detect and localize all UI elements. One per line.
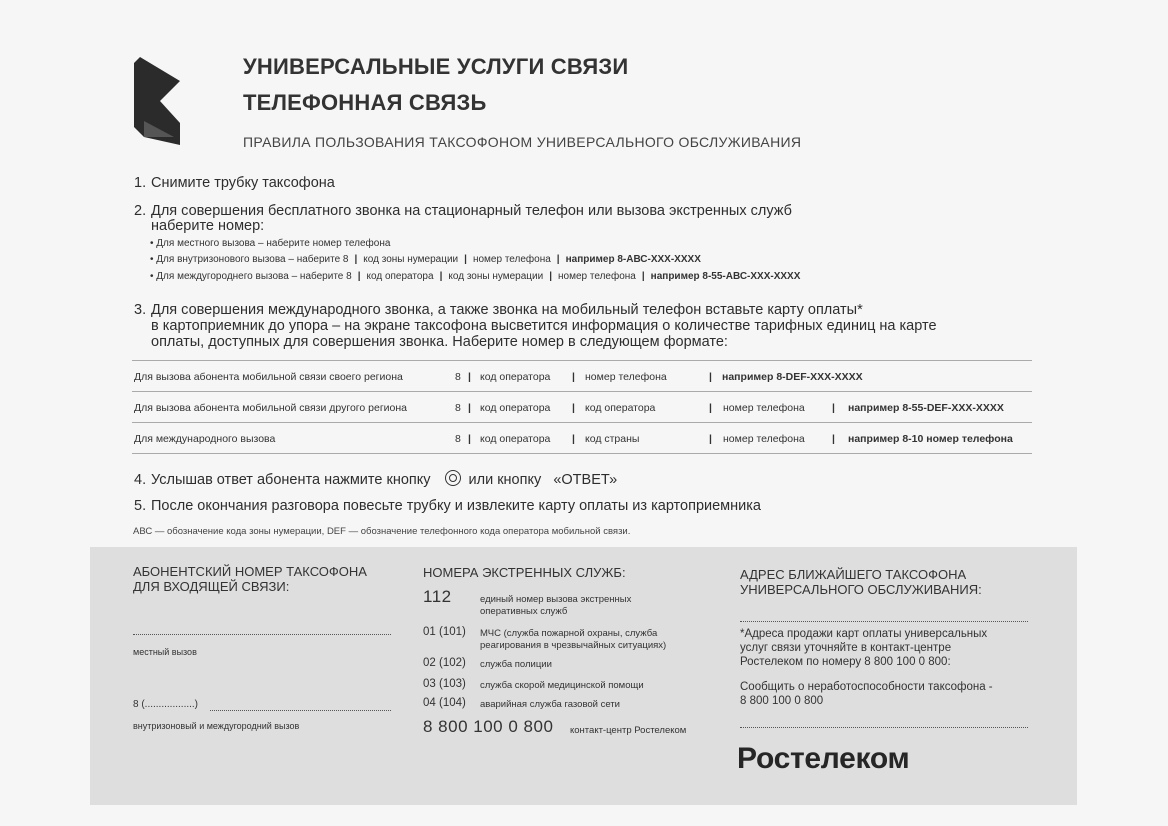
- local-number-field: [133, 634, 391, 635]
- title-telephone: ТЕЛЕФОННАЯ СВЯЗЬ: [243, 90, 487, 115]
- rostelecom-logo-icon: [134, 57, 180, 147]
- rule-2: 2. Для совершения бесплатного звонка на стационарный телефон или вызова экстренных служб: [134, 203, 792, 219]
- answer-key-icon: [445, 470, 461, 486]
- rule-3-line2: в картоприемник до упора – на экране таксофона высветится информация о количестве тарифных единиц на карте: [151, 318, 937, 334]
- emergency-112: 112: [423, 587, 452, 606]
- emergency-desc: МЧС (служба пожарной охраны, служба реагирования в чрезвычайных ситуациях): [480, 628, 667, 651]
- page-subtitle: ПРАВИЛА ПОЛЬЗОВАНИЯ ТАКСОФОНОМ УНИВЕРСАЛЬНОГО ОБСЛУЖИВАНИЯ: [243, 134, 802, 150]
- contact-center-number: 8 800 100 0 800: [423, 717, 554, 736]
- emergency-desc: служба полиции: [480, 659, 552, 670]
- rule-4: 4. Услышав ответ абонента нажмите кнопку или кнопку «ОТВЕТ»: [134, 472, 618, 488]
- card-sale-info: *Адреса продажи карт оплаты универсальных услуг связи уточняйте в контакт-центре Ростелеком по номеру 8 800 100 0 800:: [740, 628, 988, 668]
- rule-3: 3. Для совершения международного звонка, а также звонка на мобильный телефон вставьте карту оплаты*: [134, 302, 863, 318]
- emergency-code: 02 (102): [423, 657, 466, 669]
- address-field-2: [740, 727, 1028, 728]
- rule-5: 5. После окончания разговора повесьте трубку и извлеките карту оплаты из картоприемника: [134, 498, 761, 514]
- table-row: Для вызова абонента мобильной связи другого региона 8 | код оператора | код оператора | номер телефона | например 8-55-DEF-XXX-XXXX: [132, 392, 1032, 423]
- emergency-code: 04 (104): [423, 697, 466, 709]
- area-code-field: 8 (..................): [133, 699, 199, 710]
- fault-report-info: Сообщить о неработоспособности таксофона - 8 800 100 0 800: [740, 681, 993, 707]
- long-distance-number-field: [210, 710, 391, 711]
- local-call-label: местный вызов: [133, 647, 197, 657]
- rule-2-intrazone: • Для внутризонового вызова – наберите 8 | код зоны нумерации | номер телефона | например 8-АВС-ХХХ-ХХХХ: [150, 254, 701, 265]
- rule-1: 1. Снимите трубку таксофона: [134, 175, 335, 191]
- rule-2-local: • Для местного вызова – наберите номер телефона: [150, 238, 391, 249]
- rule-3-line3: оплаты, доступных для совершения звонка. Наберите номер в следующем формате:: [151, 334, 728, 350]
- title-universal-services: УНИВЕРСАЛЬНЫЕ УСЛУГИ СВЯЗИ: [243, 54, 629, 79]
- emergency-code: 01 (101): [423, 626, 466, 638]
- emergency-code: 03 (103): [423, 678, 466, 690]
- nearest-payphone-heading: АДРЕС БЛИЖАЙШЕГО ТАКСОФОНА УНИВЕРСАЛЬНОГО ОБСЛУЖИВАНИЯ:: [740, 567, 982, 597]
- contact-center-label: контакт-центр Ростелеком: [570, 725, 687, 736]
- emergency-112-desc: единый номер вызова экстренных оперативных служб: [480, 594, 632, 617]
- address-field: [740, 621, 1028, 622]
- emergency-desc: служба скорой медицинской помощи: [480, 680, 644, 691]
- footnote: АВС — обозначение кода зоны нумерации, DEF — обозначение телефонного кода оператора мобильной связи.: [133, 526, 631, 537]
- emergency-heading: НОМЕРА ЭКСТРЕННЫХ СЛУЖБ:: [423, 565, 626, 580]
- rostelecom-wordmark: Ростелеком: [737, 742, 910, 775]
- incoming-number-heading: АБОНЕНТСКИЙ НОМЕР ТАКСОФОНА ДЛЯ ВХОДЯЩЕЙ СВЯЗИ:: [133, 564, 367, 594]
- emergency-desc: аварийная служба газовой сети: [480, 699, 620, 710]
- table-row: Для международного вызова 8 | код оператора | код страны | номер телефона | например 8-10 номер телефона: [132, 423, 1032, 454]
- long-distance-label: внутризоновый и междугородний вызов: [133, 721, 300, 731]
- dial-format-table: [132, 360, 1032, 453]
- table-row: Для вызова абонента мобильной связи своего региона 8 | код оператора | номер телефона | например 8-DEF-XXX-XXXX: [132, 361, 1032, 392]
- rule-2-longdistance: • Для междугороднего вызова – наберите 8 | код оператора | код зоны нумерации | номер телефона | например 8-55-АВС-ХХХ-ХХХХ: [150, 271, 801, 282]
- rule-2-line2: наберите номер:: [151, 218, 265, 234]
